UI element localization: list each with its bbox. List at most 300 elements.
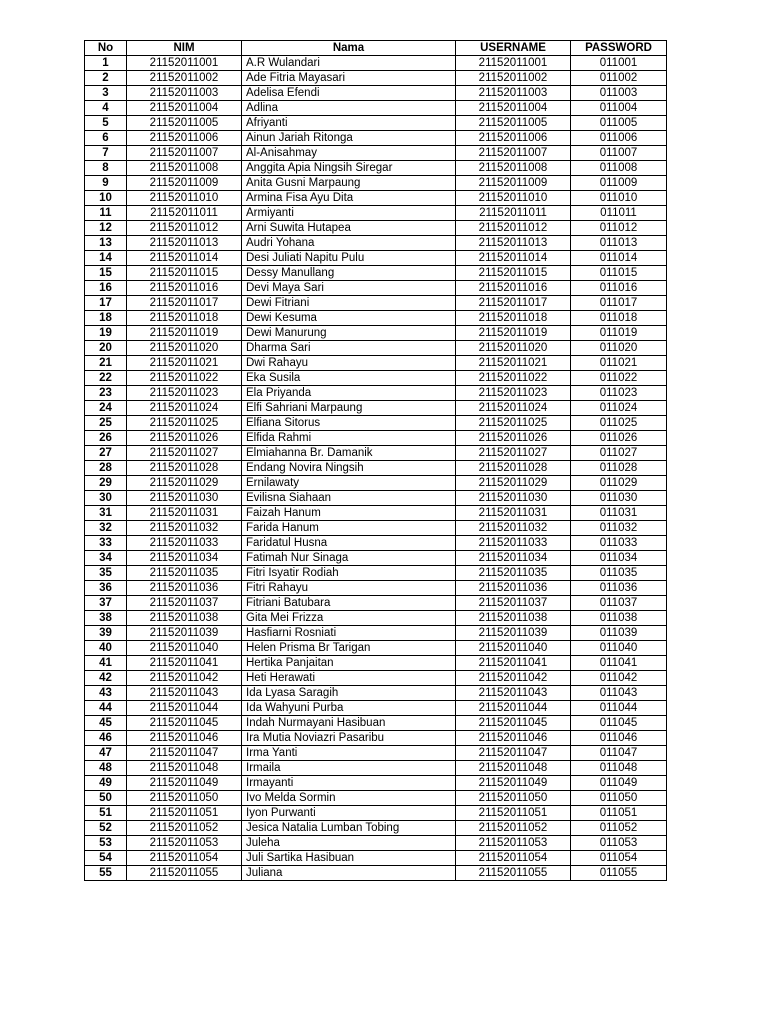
cell-nim: 21152011015: [127, 266, 242, 281]
table-row: [85, 131, 667, 146]
cell-no: 49: [85, 776, 127, 791]
cell-nama: Faridatul Husna: [242, 536, 456, 551]
cell-nim: 21152011024: [127, 401, 242, 416]
table-row: [85, 341, 667, 356]
cell-no: 23: [85, 386, 127, 401]
table-row: [85, 116, 667, 131]
cell-password: 011041: [571, 656, 667, 671]
cell-username: 21152011017: [456, 296, 571, 311]
cell-no: 50: [85, 791, 127, 806]
cell-no: 4: [85, 101, 127, 116]
cell-nim: 21152011038: [127, 611, 242, 626]
cell-nim: 21152011014: [127, 251, 242, 266]
table-row: [85, 461, 667, 476]
cell-nim: 21152011007: [127, 146, 242, 161]
cell-password: 011015: [571, 266, 667, 281]
cell-password: 011027: [571, 446, 667, 461]
cell-no: 22: [85, 371, 127, 386]
cell-username: 21152011004: [456, 101, 571, 116]
table-row: [85, 326, 667, 341]
cell-no: 52: [85, 821, 127, 836]
cell-nim: 21152011030: [127, 491, 242, 506]
table-row: [85, 581, 667, 596]
table-row: [85, 101, 667, 116]
table-row: [85, 236, 667, 251]
cell-no: 18: [85, 311, 127, 326]
cell-password: 011040: [571, 641, 667, 656]
table-row: [85, 731, 667, 746]
cell-no: 12: [85, 221, 127, 236]
cell-username: 21152011036: [456, 581, 571, 596]
table-row: [85, 266, 667, 281]
cell-username: 21152011042: [456, 671, 571, 686]
cell-nama: Al-Anisahmay: [242, 146, 456, 161]
cell-username: 21152011052: [456, 821, 571, 836]
table-row: [85, 506, 667, 521]
cell-username: 21152011014: [456, 251, 571, 266]
cell-nim: 21152011009: [127, 176, 242, 191]
cell-no: 51: [85, 806, 127, 821]
cell-nama: Anggita Apia Ningsih Siregar: [242, 161, 456, 176]
cell-no: 55: [85, 866, 127, 881]
cell-password: 011023: [571, 386, 667, 401]
cell-nama: Elfiana Sitorus: [242, 416, 456, 431]
cell-password: 011002: [571, 71, 667, 86]
cell-nama: Ivo Melda Sormin: [242, 791, 456, 806]
table-row: [85, 221, 667, 236]
cell-nim: 21152011006: [127, 131, 242, 146]
cell-nama: Fatimah Nur Sinaga: [242, 551, 456, 566]
cell-password: 011054: [571, 851, 667, 866]
cell-nama: Elfi Sahriani Marpaung: [242, 401, 456, 416]
cell-nama: Iyon Purwanti: [242, 806, 456, 821]
cell-nama: Heti Herawati: [242, 671, 456, 686]
header-row: [85, 41, 667, 56]
cell-no: 35: [85, 566, 127, 581]
cell-no: 13: [85, 236, 127, 251]
cell-no: 41: [85, 656, 127, 671]
cell-no: 40: [85, 641, 127, 656]
cell-nim: 21152011011: [127, 206, 242, 221]
cell-no: 9: [85, 176, 127, 191]
cell-username: 21152011025: [456, 416, 571, 431]
cell-password: 011037: [571, 596, 667, 611]
cell-nama: Eka Susila: [242, 371, 456, 386]
cell-password: 011034: [571, 551, 667, 566]
cell-password: 011039: [571, 626, 667, 641]
cell-password: 011001: [571, 56, 667, 71]
table-row: [85, 296, 667, 311]
cell-nama: Irmaila: [242, 761, 456, 776]
cell-nama: Hasfiarni Rosniati: [242, 626, 456, 641]
table-row: [85, 446, 667, 461]
cell-username: 21152011005: [456, 116, 571, 131]
cell-password: 011014: [571, 251, 667, 266]
cell-password: 011012: [571, 221, 667, 236]
cell-nama: Faizah Hanum: [242, 506, 456, 521]
cell-nama: Ira Mutia Noviazri Pasaribu: [242, 731, 456, 746]
cell-nama: Dharma Sari: [242, 341, 456, 356]
cell-username: 21152011053: [456, 836, 571, 851]
table-row: [85, 821, 667, 836]
cell-no: 25: [85, 416, 127, 431]
cell-nama: Dewi Manurung: [242, 326, 456, 341]
table-row: [85, 686, 667, 701]
cell-nim: 21152011019: [127, 326, 242, 341]
cell-username: 21152011029: [456, 476, 571, 491]
table-row: [85, 431, 667, 446]
cell-nim: 21152011048: [127, 761, 242, 776]
cell-username: 21152011012: [456, 221, 571, 236]
cell-username: 21152011019: [456, 326, 571, 341]
cell-no: 5: [85, 116, 127, 131]
table-row: [85, 161, 667, 176]
cell-password: 011008: [571, 161, 667, 176]
cell-username: 21152011048: [456, 761, 571, 776]
cell-nama: Hertika Panjaitan: [242, 656, 456, 671]
cell-nim: 21152011043: [127, 686, 242, 701]
cell-nama: Evilisna Siahaan: [242, 491, 456, 506]
table-row: [85, 281, 667, 296]
cell-no: 21: [85, 356, 127, 371]
cell-no: 7: [85, 146, 127, 161]
cell-password: 011047: [571, 746, 667, 761]
cell-nama: A.R Wulandari: [242, 56, 456, 71]
table-row: [85, 701, 667, 716]
cell-nim: 21152011022: [127, 371, 242, 386]
cell-username: 21152011043: [456, 686, 571, 701]
cell-username: 21152011007: [456, 146, 571, 161]
cell-no: 10: [85, 191, 127, 206]
cell-nim: 21152011047: [127, 746, 242, 761]
cell-nama: Jesica Natalia Lumban Tobing: [242, 821, 456, 836]
cell-no: 47: [85, 746, 127, 761]
cell-nim: 21152011018: [127, 311, 242, 326]
cell-nim: 21152011045: [127, 716, 242, 731]
cell-username: 21152011055: [456, 866, 571, 881]
cell-username: 21152011010: [456, 191, 571, 206]
cell-nim: 21152011003: [127, 86, 242, 101]
header-nim: NIM: [127, 41, 242, 56]
cell-nama: Desi Juliati Napitu Pulu: [242, 251, 456, 266]
cell-no: 42: [85, 671, 127, 686]
cell-password: 011005: [571, 116, 667, 131]
cell-no: 32: [85, 521, 127, 536]
cell-no: 19: [85, 326, 127, 341]
cell-nama: Elfida Rahmi: [242, 431, 456, 446]
cell-username: 21152011046: [456, 731, 571, 746]
cell-nama: Irmayanti: [242, 776, 456, 791]
cell-nim: 21152011039: [127, 626, 242, 641]
cell-nim: 21152011040: [127, 641, 242, 656]
cell-password: 011004: [571, 101, 667, 116]
cell-nama: Elmiahanna Br. Damanik: [242, 446, 456, 461]
cell-nim: 21152011042: [127, 671, 242, 686]
cell-no: 15: [85, 266, 127, 281]
cell-no: 28: [85, 461, 127, 476]
cell-no: 27: [85, 446, 127, 461]
cell-nim: 21152011041: [127, 656, 242, 671]
cell-username: 21152011024: [456, 401, 571, 416]
cell-no: 48: [85, 761, 127, 776]
cell-nim: 21152011008: [127, 161, 242, 176]
cell-nim: 21152011020: [127, 341, 242, 356]
table-row: [85, 671, 667, 686]
cell-nama: Anita Gusni Marpaung: [242, 176, 456, 191]
cell-nim: 21152011013: [127, 236, 242, 251]
cell-nim: 21152011049: [127, 776, 242, 791]
cell-username: 21152011044: [456, 701, 571, 716]
cell-username: 21152011023: [456, 386, 571, 401]
cell-nama: Helen Prisma Br Tarigan: [242, 641, 456, 656]
table-row: [85, 491, 667, 506]
cell-nama: Ida Lyasa Saragih: [242, 686, 456, 701]
cell-username: 21152011027: [456, 446, 571, 461]
cell-no: 45: [85, 716, 127, 731]
cell-no: 37: [85, 596, 127, 611]
cell-nama: Devi Maya Sari: [242, 281, 456, 296]
table-row: [85, 356, 667, 371]
cell-username: 21152011032: [456, 521, 571, 536]
table-row: [85, 251, 667, 266]
header-password: PASSWORD: [571, 41, 667, 56]
cell-nim: 21152011036: [127, 581, 242, 596]
cell-username: 21152011041: [456, 656, 571, 671]
cell-username: 21152011002: [456, 71, 571, 86]
table-row: [85, 521, 667, 536]
cell-nim: 21152011004: [127, 101, 242, 116]
cell-no: 24: [85, 401, 127, 416]
cell-password: 011049: [571, 776, 667, 791]
table-body: [85, 56, 667, 881]
table-row: [85, 656, 667, 671]
cell-nama: Dessy Manullang: [242, 266, 456, 281]
cell-password: 011017: [571, 296, 667, 311]
table-row: [85, 146, 667, 161]
cell-username: 21152011033: [456, 536, 571, 551]
cell-password: 011028: [571, 461, 667, 476]
cell-nim: 21152011037: [127, 596, 242, 611]
cell-no: 31: [85, 506, 127, 521]
cell-nim: 21152011005: [127, 116, 242, 131]
cell-password: 011025: [571, 416, 667, 431]
cell-username: 21152011015: [456, 266, 571, 281]
table-row: [85, 836, 667, 851]
header-nama: Nama: [242, 41, 456, 56]
cell-username: 21152011009: [456, 176, 571, 191]
cell-nim: 21152011051: [127, 806, 242, 821]
table-row: [85, 401, 667, 416]
cell-password: 011022: [571, 371, 667, 386]
cell-nama: Juleha: [242, 836, 456, 851]
cell-username: 21152011051: [456, 806, 571, 821]
cell-username: 21152011050: [456, 791, 571, 806]
cell-nim: 21152011055: [127, 866, 242, 881]
cell-nim: 21152011010: [127, 191, 242, 206]
cell-no: 2: [85, 71, 127, 86]
cell-password: 011011: [571, 206, 667, 221]
cell-nim: 21152011002: [127, 71, 242, 86]
cell-nim: 21152011053: [127, 836, 242, 851]
cell-password: 011036: [571, 581, 667, 596]
cell-no: 14: [85, 251, 127, 266]
cell-password: 011006: [571, 131, 667, 146]
cell-nama: Adlina: [242, 101, 456, 116]
cell-nim: 21152011025: [127, 416, 242, 431]
cell-nama: Fitriani Batubara: [242, 596, 456, 611]
cell-nim: 21152011016: [127, 281, 242, 296]
cell-username: 21152011022: [456, 371, 571, 386]
cell-nim: 21152011017: [127, 296, 242, 311]
cell-username: 21152011031: [456, 506, 571, 521]
cell-password: 011035: [571, 566, 667, 581]
cell-username: 21152011018: [456, 311, 571, 326]
cell-username: 21152011011: [456, 206, 571, 221]
cell-nama: Ida Wahyuni Purba: [242, 701, 456, 716]
cell-password: 011029: [571, 476, 667, 491]
cell-password: 011010: [571, 191, 667, 206]
cell-password: 011031: [571, 506, 667, 521]
table-row: [85, 191, 667, 206]
cell-password: 011052: [571, 821, 667, 836]
table-row: [85, 716, 667, 731]
cell-password: 011009: [571, 176, 667, 191]
table-row: [85, 776, 667, 791]
table-row: [85, 866, 667, 881]
cell-username: 21152011034: [456, 551, 571, 566]
cell-password: 011018: [571, 311, 667, 326]
cell-username: 21152011016: [456, 281, 571, 296]
cell-username: 21152011035: [456, 566, 571, 581]
cell-no: 26: [85, 431, 127, 446]
cell-no: 20: [85, 341, 127, 356]
cell-username: 21152011008: [456, 161, 571, 176]
cell-no: 1: [85, 56, 127, 71]
table-row: [85, 536, 667, 551]
cell-no: 33: [85, 536, 127, 551]
cell-no: 38: [85, 611, 127, 626]
cell-nim: 21152011052: [127, 821, 242, 836]
cell-nama: Ainun Jariah Ritonga: [242, 131, 456, 146]
cell-password: 011033: [571, 536, 667, 551]
cell-nama: Juli Sartika Hasibuan: [242, 851, 456, 866]
cell-nim: 21152011027: [127, 446, 242, 461]
cell-username: 21152011013: [456, 236, 571, 251]
cell-password: 011016: [571, 281, 667, 296]
table-row: [85, 566, 667, 581]
cell-nim: 21152011032: [127, 521, 242, 536]
cell-nim: 21152011012: [127, 221, 242, 236]
table-row: [85, 416, 667, 431]
cell-nama: Ade Fitria Mayasari: [242, 71, 456, 86]
table-row: [85, 71, 667, 86]
table-row: [85, 371, 667, 386]
cell-nim: 21152011023: [127, 386, 242, 401]
cell-password: 011019: [571, 326, 667, 341]
cell-nama: Endang Novira Ningsih: [242, 461, 456, 476]
cell-no: 11: [85, 206, 127, 221]
cell-username: 21152011020: [456, 341, 571, 356]
cell-password: 011043: [571, 686, 667, 701]
cell-password: 011050: [571, 791, 667, 806]
cell-password: 011053: [571, 836, 667, 851]
cell-nim: 21152011031: [127, 506, 242, 521]
table-row: [85, 56, 667, 71]
cell-nama: Fitri Rahayu: [242, 581, 456, 596]
cell-nim: 21152011026: [127, 431, 242, 446]
cell-nim: 21152011021: [127, 356, 242, 371]
table-row: [85, 176, 667, 191]
cell-no: 39: [85, 626, 127, 641]
cell-password: 011038: [571, 611, 667, 626]
cell-no: 36: [85, 581, 127, 596]
table-row: [85, 86, 667, 101]
cell-no: 53: [85, 836, 127, 851]
cell-username: 21152011028: [456, 461, 571, 476]
cell-no: 30: [85, 491, 127, 506]
cell-nama: Juliana: [242, 866, 456, 881]
header-username: USERNAME: [456, 41, 571, 56]
table-row: [85, 761, 667, 776]
table-row: [85, 551, 667, 566]
cell-password: 011045: [571, 716, 667, 731]
cell-username: 21152011038: [456, 611, 571, 626]
table-row: [85, 746, 667, 761]
cell-password: 011030: [571, 491, 667, 506]
table-row: [85, 851, 667, 866]
cell-nim: 21152011035: [127, 566, 242, 581]
cell-password: 011046: [571, 731, 667, 746]
cell-nama: Dwi Rahayu: [242, 356, 456, 371]
cell-nama: Audri Yohana: [242, 236, 456, 251]
cell-username: 21152011047: [456, 746, 571, 761]
cell-nama: Farida Hanum: [242, 521, 456, 536]
cell-username: 21152011054: [456, 851, 571, 866]
cell-no: 6: [85, 131, 127, 146]
cell-nim: 21152011033: [127, 536, 242, 551]
cell-username: 21152011030: [456, 491, 571, 506]
table-row: [85, 626, 667, 641]
cell-nama: Adelisa Efendi: [242, 86, 456, 101]
table-row: [85, 476, 667, 491]
table-header: [85, 41, 667, 56]
cell-password: 011007: [571, 146, 667, 161]
cell-password: 011003: [571, 86, 667, 101]
cell-nim: 21152011050: [127, 791, 242, 806]
cell-no: 29: [85, 476, 127, 491]
cell-password: 011021: [571, 356, 667, 371]
cell-nama: Ernilawaty: [242, 476, 456, 491]
cell-no: 17: [85, 296, 127, 311]
table-row: [85, 596, 667, 611]
cell-password: 011013: [571, 236, 667, 251]
cell-username: 21152011040: [456, 641, 571, 656]
cell-password: 011048: [571, 761, 667, 776]
cell-no: 43: [85, 686, 127, 701]
cell-username: 21152011026: [456, 431, 571, 446]
table-row: [85, 641, 667, 656]
cell-password: 011020: [571, 341, 667, 356]
cell-nama: Indah Nurmayani Hasibuan: [242, 716, 456, 731]
cell-nama: Afriyanti: [242, 116, 456, 131]
cell-nama: Ela Priyanda: [242, 386, 456, 401]
cell-no: 3: [85, 86, 127, 101]
student-account-table: [84, 40, 667, 881]
cell-password: 011026: [571, 431, 667, 446]
cell-no: 8: [85, 161, 127, 176]
cell-password: 011044: [571, 701, 667, 716]
table-row: [85, 806, 667, 821]
